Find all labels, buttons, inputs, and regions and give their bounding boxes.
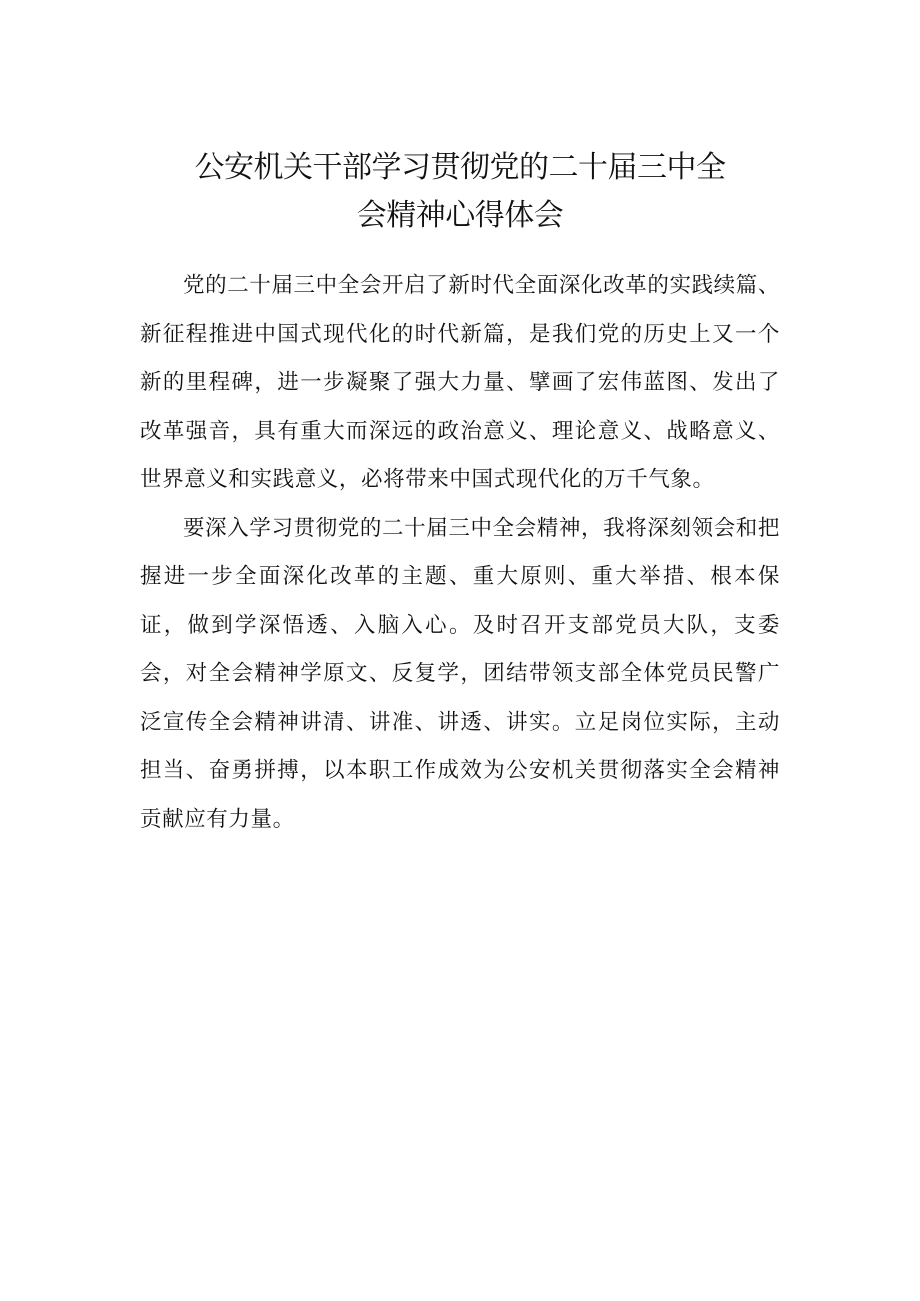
document-title	[140, 144, 780, 240]
title-line-1: 公安机关干部学习贯彻党的二十届三中全	[194, 150, 726, 185]
title-line-2: 会精神心得体会	[356, 198, 564, 233]
document-body	[140, 262, 780, 844]
paragraph-1: 党的二十届三中全会开启了新时代全面深化改革的实践续篇、新征程推进中国式现代化的时代新篇，是我们党的历史上又一个新的里程碑，进一步凝聚了强大力量、擘画了宏伟蓝图、发出了改革强音，具有重大而深远的政治意义、理论意义、战略意义、世界意义和实践意义，必将带来中国式现代化的万千气象。	[140, 273, 780, 492]
paragraph-2: 要深入学习贯彻党的二十届三中全会精神，我将深刻领会和把握进一步全面深化改革的主题、重大原则、重大举措、根本保证，做到学深悟透、入脑入心。及时召开支部党员大队，支委会，对全会精神学原文、反复学，团结带领支部全体党员民警广泛宣传全会精神讲清、讲准、讲透、讲实。立足岗位实际，主动担当、奋勇拼搏，以本职工作成效为公安机关贯彻落实全会精神贡献应有力量。	[140, 515, 780, 832]
